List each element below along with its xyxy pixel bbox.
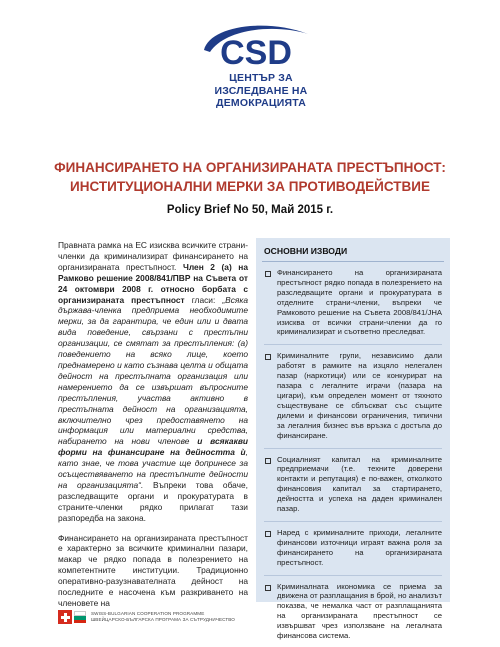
- finding-text: Наред с криминалните приходи, легалните финансови източници играят важна роля за финансирането на организираната престъпност.: [277, 527, 442, 567]
- org-name-line-3: ДЕМОКРАЦИЯТА: [216, 97, 306, 109]
- logo-text: CSD: [220, 34, 292, 72]
- csd-logo: [196, 20, 316, 72]
- p1-conclusion: Въпреки това обаче, разследващите органи и прокуратурата в страните-членки рядко прилагат тази разпоредба на закона.: [58, 479, 248, 523]
- p1-says: гласи:: [184, 294, 223, 305]
- organization-name: [196, 72, 326, 110]
- square-bullet-icon: [265, 354, 271, 360]
- bulgarian-flag-icon: [74, 611, 86, 623]
- finding-text: Финансирането на организираната престъпност рядко попада в полезрението на разследващите органи и прокуратурата в отделните страни-членки, въпреки че Рамковото решение на Съвета 2008/841/JHA изисква от всички страни-членки да го криминализират и съответно преследват.: [277, 268, 442, 337]
- finding-text: Социалният капитал на криминалните предприемачи (т.е. техните доверени контакти и репутация) е по-важен, отколкото финансовия капитал за стартирането, дейността и успеха на даден криминален пазар.: [277, 454, 442, 514]
- finding-item: [264, 351, 442, 440]
- body-text-column: [58, 240, 248, 618]
- square-bullet-icon: [265, 458, 271, 464]
- key-findings-sidebar: [256, 238, 450, 641]
- p1-quote-emphasis: и всякакви форми на финансиране на дейността ѝ: [58, 436, 248, 458]
- finding-item: [264, 528, 442, 568]
- p1-intro: Правната рамка на ЕС изисква всичките страни-членки да криминализират финансирането на организираната престъпност.: [58, 240, 248, 272]
- sponsor-line-1: SWISS-BULGARIAN COOPERATION PROGRAMME: [91, 611, 205, 616]
- body-paragraph-1: [58, 240, 248, 524]
- item-divider: [264, 344, 442, 345]
- item-divider: [264, 575, 442, 576]
- finding-text: Криминалната икономика се приема за движена от разплащания в брой, но анализът показва, че немалка част от разплащанията на организираната престъпност се извършват чрез използване на легалната финансова система.: [277, 581, 442, 641]
- swiss-flag-icon: [58, 610, 72, 624]
- sponsor-text: [91, 611, 235, 623]
- finding-item: [264, 455, 442, 514]
- document-subtitle: Policy Brief No 50, Май 2015 г.: [166, 204, 334, 216]
- item-divider: [264, 448, 442, 449]
- p1-quote-end: , като знае, че това участие ще допринесе за осъществяването на престъпните дейности на организацията“.: [58, 447, 248, 490]
- item-divider: [264, 521, 442, 522]
- org-name-line-2: ИЗСЛЕДВАНЕ НА: [214, 84, 308, 97]
- title-line-2: ИНСТИТУЦИОНАЛНИ МЕРКИ ЗА ПРОТИВОДЕЙСТВИЕ: [70, 179, 430, 194]
- org-name-line-1: ЦЕНТЪР ЗА: [229, 72, 293, 84]
- heading-divider: [262, 261, 444, 262]
- square-bullet-icon: [265, 271, 271, 277]
- body-paragraph-2: Финансирането на организираната престъпност е характерно за всичките криминални пазари, макар че рядко попада в полезрението на компетентните институции. Традиционно оперативно-разузнавателната дейност на последните е насочена към разкриването на членовете на: [58, 532, 248, 608]
- footer-sponsor: [58, 610, 235, 624]
- sponsor-line-2: ШВЕЙЦАРСКО-БЪЛГАРСКА ПРОГРАМА ЗА СЪТРУДНИЧЕСТВО: [91, 617, 235, 622]
- square-bullet-icon: [265, 531, 271, 537]
- key-findings-heading: ОСНОВНИ ИЗВОДИ: [264, 246, 348, 256]
- p1-quote: „Всяка държава-членка предприема необходимите мерки, за да гарантира, че един или и двата вида поведение, свързани с престъпни организации, се смятат за престъпления: (а) поведението на всяко лице, което преднамерено и като съзнава целта и общата дейност на престъпната организация или намерението да се извършат въпросните престъпления, участва активно в престъпната дейност на организацията, включително чрез предоставянето на информация или материални средства, набирането на нови членове: [58, 294, 248, 447]
- finding-item: [264, 582, 442, 641]
- title-line-1: ФИНАНСИРАНЕТО НА ОРГАНИЗИРАНАТА ПРЕСТЪПНОСТ:: [54, 160, 446, 175]
- document-title: [30, 158, 470, 196]
- finding-item: [264, 268, 442, 337]
- square-bullet-icon: [265, 585, 271, 591]
- p1-legal-reference: Член 2 (а) на Рамково решение 2008/841/ПВР на Съвета от 24 октомври 2008 г. относно борбата с организираната престъпност: [58, 261, 249, 305]
- finding-text: Криминалните групи, независимо дали работят в рамките на изцяло нелегален пазар (наркотици) или се конкурират на пазара с легалните играчи (пазара на цигари), към определен момент от тяхното съществуване се сблъскват със същите дилеми и финансови ограничения, типични за легалния бизнес във връзка с достъпа до финансиране.: [277, 351, 442, 440]
